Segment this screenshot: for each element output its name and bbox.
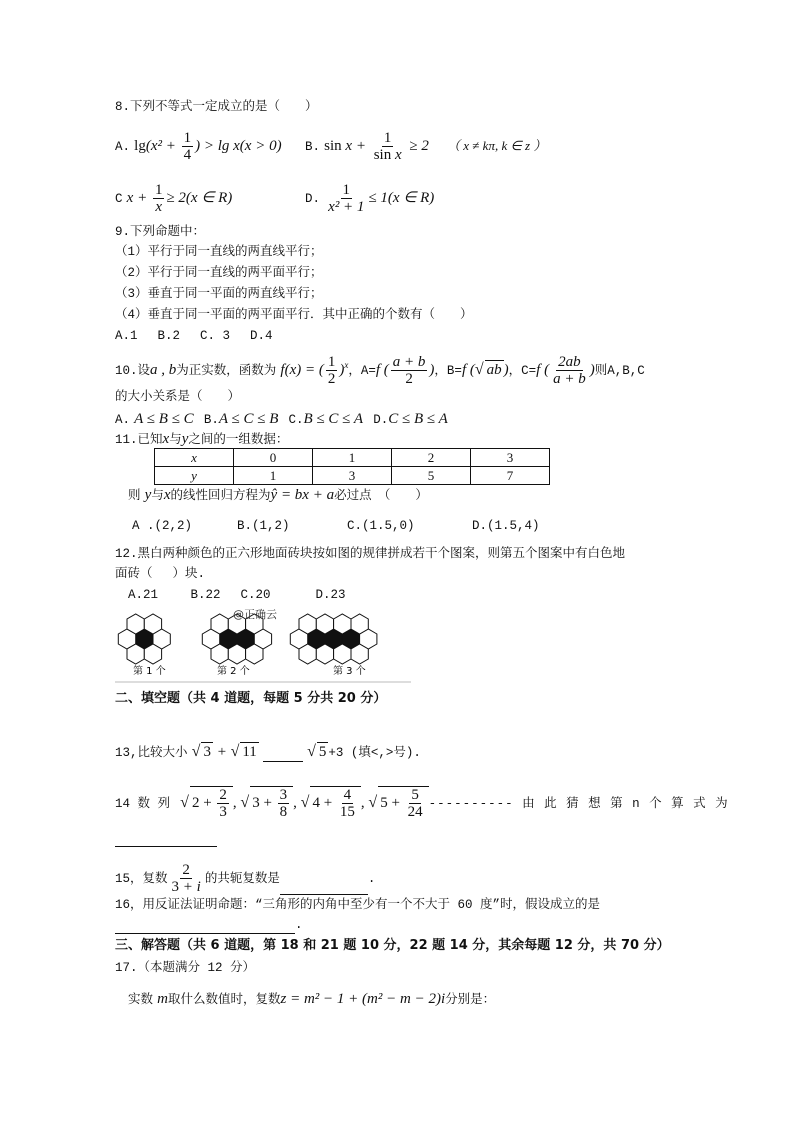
q9-stem: 9.下列命题中：: [115, 225, 206, 239]
watermark-text: @正确云: [233, 608, 277, 621]
white-hexagon-tile: [299, 644, 316, 664]
q14-answer-blank[interactable]: [115, 846, 217, 847]
q8-option-b: B. sin x + $\frac{1}{\text{sin x}}$ ≥ 2 （ x ≠ kπ, k ∈ z ）: [305, 130, 547, 163]
white-hexagon-tile: [211, 644, 228, 664]
q12-line2: 面砖（ ）块.: [115, 567, 206, 581]
caption-figure-3: 第 3 个: [333, 666, 366, 677]
table-cell: y: [155, 467, 234, 485]
q8-c-label: C: [115, 192, 123, 206]
table-row: [155, 449, 550, 467]
white-hexagon-tile: [144, 644, 161, 664]
q8-option-c: C x + $\frac{1}{x}$ ≥ 2(x ∈ R): [115, 182, 233, 215]
q8-a-tail: ) > lg x(x > 0): [195, 138, 282, 154]
q9-item-3: （3）垂直于同一平面的两直线平行；: [115, 287, 323, 301]
white-hexagon-tile: [228, 644, 245, 664]
q8-a-label: A.: [115, 140, 131, 154]
q16-line2: .: [115, 916, 303, 934]
q8-b-cond: （ x ≠ kπ, k ∈ z ）: [447, 138, 547, 153]
q17-body: 实数 m取什么数值时，复数z = m² − 1 + (m² − m − 2)i分别是：: [128, 991, 496, 1007]
q13-answer-blank[interactable]: [263, 761, 303, 762]
white-hexagon-tile: [127, 644, 144, 664]
q12-line1: 12.黑白两种颜色的正六形地面砖块按如图的规律拼成若干个图案，则第五个图案中有白色地: [115, 547, 626, 561]
white-hexagon-tile: [127, 614, 144, 634]
q15-answer-blank[interactable]: [280, 894, 368, 895]
q10-options: A. A ≤ B ≤ C B.A ≤ C ≤ B C.B ≤ C ≤ A D.C ≤ B ≤ A: [115, 411, 448, 427]
white-hexagon-tile: [351, 614, 368, 634]
table-cell: x: [155, 449, 234, 467]
q11-line2: 则 y与x的线性回归方程为ŷ = bx + a必过点 （ ）: [128, 487, 428, 503]
q9-item-4: （4）垂直于同一平面的两平面平行．其中正确的个数有（ ）: [115, 308, 473, 322]
q10-tail: 则A,B,C: [594, 364, 645, 378]
q8-b-label: B.: [305, 140, 321, 154]
table-cell: 5: [392, 467, 471, 485]
hexagon-tile-figure: [115, 604, 415, 684]
q13-line: 13,比较大小 √ 3 + √ 11 √ 5 +3 (填<,>号).: [115, 743, 421, 760]
white-hexagon-tile: [316, 614, 333, 634]
hexagon-patterns: [118, 614, 377, 664]
table-cell: 7: [471, 467, 550, 485]
section-2-heading: 二、填空题（共 4 道题，每题 5 分共 20 分）: [115, 691, 387, 706]
q8-c-tail: ≥ 2(x ∈ R): [166, 190, 233, 206]
q16-line1: 16，用反证法证明命题：“三角形的内角中至少有一个不大于 60 度”时，假设成立的是: [115, 898, 601, 912]
q12-options: A.21 B.22 C.20 D.23: [128, 588, 346, 602]
q8-a-frac: $\frac{1}{4}$: [183, 130, 192, 163]
white-hexagon-tile: [316, 644, 333, 664]
white-hexagon-tile: [334, 614, 351, 634]
white-hexagon-tile: [299, 614, 316, 634]
white-hexagon-tile: [144, 614, 161, 634]
white-hexagon-tile: [211, 614, 228, 634]
table-cell: 3: [313, 467, 392, 485]
q10-line1: 10.设a , b为正实数，函数为 f(x) = ( $\frac{1}{2}$ )$^x$，A=f ( $\frac{a + b}{2}$ )，B=f (√ ab )，C=f ( $\frac{2ab}{a + b}$ )则A,B,C: [115, 354, 645, 387]
table-cell: 3: [471, 449, 550, 467]
table-row: [155, 467, 550, 485]
white-hexagon-tile: [351, 644, 368, 664]
q8-option-a: A. lg(x² + $\frac{1}{4}$ ) > lg x(x > 0): [115, 130, 282, 163]
q8-option-d: D. $\frac{1}{\text{x² + 1}}$ ≤ 1(x ∈ R): [305, 182, 435, 215]
caption-figure-2: 第 2 个: [217, 666, 250, 677]
q8-stem: 8.下列不等式一定成立的是（ ）: [115, 100, 318, 114]
q11-stem: 11.已知x与y之间的一组数据：: [115, 431, 289, 447]
q14-line: 14 数 列 √ 2 + $\frac{2}{3}$ , √ 3 + $\frac{3}{8}$ , √ 4 + $\frac{4}{15}$ , √ 5 + $\frac{5}{24}$ ---------- 由 此 猜 想 第 n 个 算 式 为: [115, 787, 729, 820]
q9-item-2: （2）平行于同一直线的两平面平行；: [115, 266, 323, 280]
table-cell: 2: [392, 449, 471, 467]
table-cell: 1: [313, 449, 392, 467]
table-cell: 1: [234, 467, 313, 485]
white-hexagon-tile: [246, 644, 263, 664]
q17-heading: 17.（本题满分 12 分）: [115, 961, 256, 975]
q8-d-tail: ≤ 1(x ∈ R): [368, 190, 435, 206]
q16-answer-blank[interactable]: [115, 933, 295, 934]
q11-options: A .(2,2) B.(1,2) C.(1.5,0) D.(1.5,4): [132, 519, 540, 533]
section-3-heading: 三、解答题（共 6 道题，第 18 和 21 题 10 分，22 题 14 分，其余每题 12 分，共 70 分）: [115, 938, 670, 953]
q11-data-table: [154, 448, 550, 485]
table-cell: 0: [234, 449, 313, 467]
q10-line2: 的大小关系是（ ）: [115, 390, 241, 404]
caption-figure-1: 第 1 个: [133, 666, 166, 677]
q15-line: 15，复数 $\frac{2}{3 + i}$ 的共轭复数是 .: [115, 862, 376, 895]
white-hexagon-tile: [334, 644, 351, 664]
q9-item-1: （1）平行于同一直线的两直线平行；: [115, 245, 323, 259]
q9-options: A.1 B.2 C. 3 D.4: [115, 329, 273, 343]
q8-d-label: D.: [305, 192, 321, 206]
